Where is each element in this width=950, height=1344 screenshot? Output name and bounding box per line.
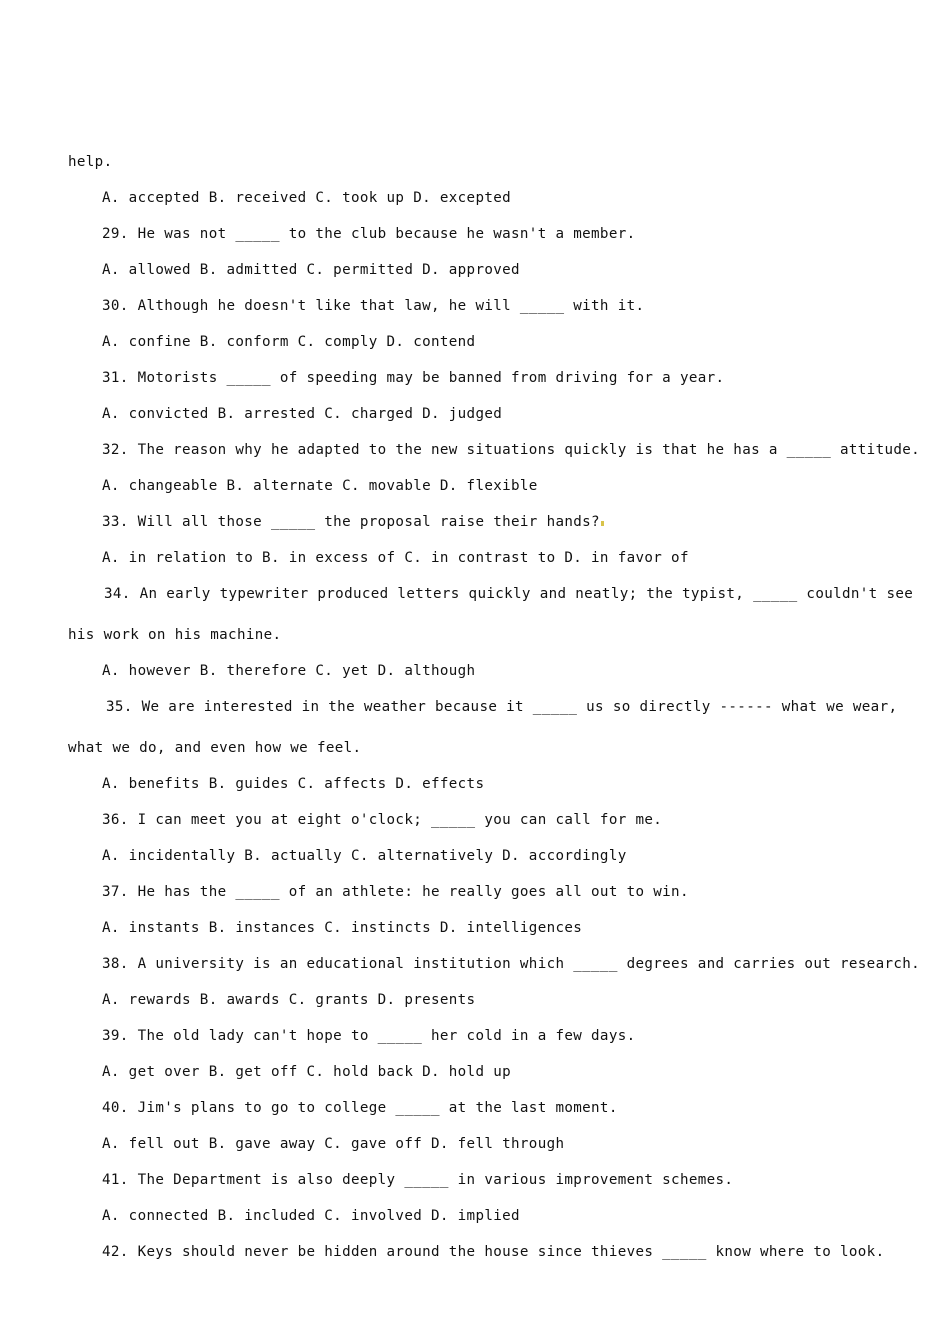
question-38: 38. A university is an educational institution which _____ degrees and carries out research.	[102, 956, 921, 972]
answer-options: A. allowed B. admitted C. permitted D. approved	[102, 262, 520, 278]
answer-options: A. convicted B. arrested C. charged D. judged	[102, 406, 503, 422]
question-29: 29. He was not _____ to the club because he wasn't a member.	[102, 226, 636, 242]
question-text: 33. Will all those _____ the proposal raise their hands?	[102, 514, 600, 530]
question-31: 31. Motorists _____ of speeding may be banned from driving for a year.	[102, 370, 725, 386]
question-34: 34. An early typewriter produced letters quickly and neatly; the typist, _____ couldn't see	[104, 586, 914, 602]
question-36: 36. I can meet you at eight o'clock; _____ you can call for me.	[102, 812, 663, 828]
answer-options: A. in relation to B. in excess of C. in contrast to D. in favor of	[102, 550, 689, 566]
answer-options: A. incidentally B. actually C. alternatively D. accordingly	[102, 848, 627, 864]
answer-options: A. fell out B. gave away C. gave off D. fell through	[102, 1136, 565, 1152]
question-39: 39. The old lady can't hope to _____ her cold in a few days.	[102, 1028, 636, 1044]
answer-options: A. rewards B. awards C. grants D. presents	[102, 992, 476, 1008]
highlight-mark	[601, 521, 604, 526]
answer-options: A. connected B. included C. involved D. implied	[102, 1208, 520, 1224]
question-35: 35. We are interested in the weather because it _____ us so directly ------ what we wear,	[106, 699, 898, 715]
question-30: 30. Although he doesn't like that law, he will _____ with it.	[102, 298, 645, 314]
question-37: 37. He has the _____ of an athlete: he really goes all out to win.	[102, 884, 689, 900]
question-40: 40. Jim's plans to go to college _____ at the last moment.	[102, 1100, 618, 1116]
answer-options: A. confine B. conform C. comply D. contend	[102, 334, 476, 350]
question-33	[102, 512, 604, 532]
answer-options: A. changeable B. alternate C. movable D. flexible	[102, 478, 538, 494]
question-41: 41. The Department is also deeply _____ in various improvement schemes.	[102, 1172, 734, 1188]
answer-options: A. accepted B. received C. took up D. excepted	[102, 190, 512, 206]
question-42: 42. Keys should never be hidden around the house since thieves _____ know where to look.	[102, 1244, 885, 1260]
answer-options: A. however B. therefore C. yet D. although	[102, 663, 476, 679]
text-line: help.	[68, 154, 113, 170]
answer-options: A. get over B. get off C. hold back D. hold up	[102, 1064, 512, 1080]
text-line: what we do, and even how we feel.	[68, 740, 362, 756]
question-32: 32. The reason why he adapted to the new situations quickly is that he has a _____ attitude.	[102, 442, 921, 458]
text-line: his work on his machine.	[68, 627, 282, 643]
answer-options: A. instants B. instances C. instincts D. intelligences	[102, 920, 583, 936]
answer-options: A. benefits B. guides C. affects D. effects	[102, 776, 485, 792]
